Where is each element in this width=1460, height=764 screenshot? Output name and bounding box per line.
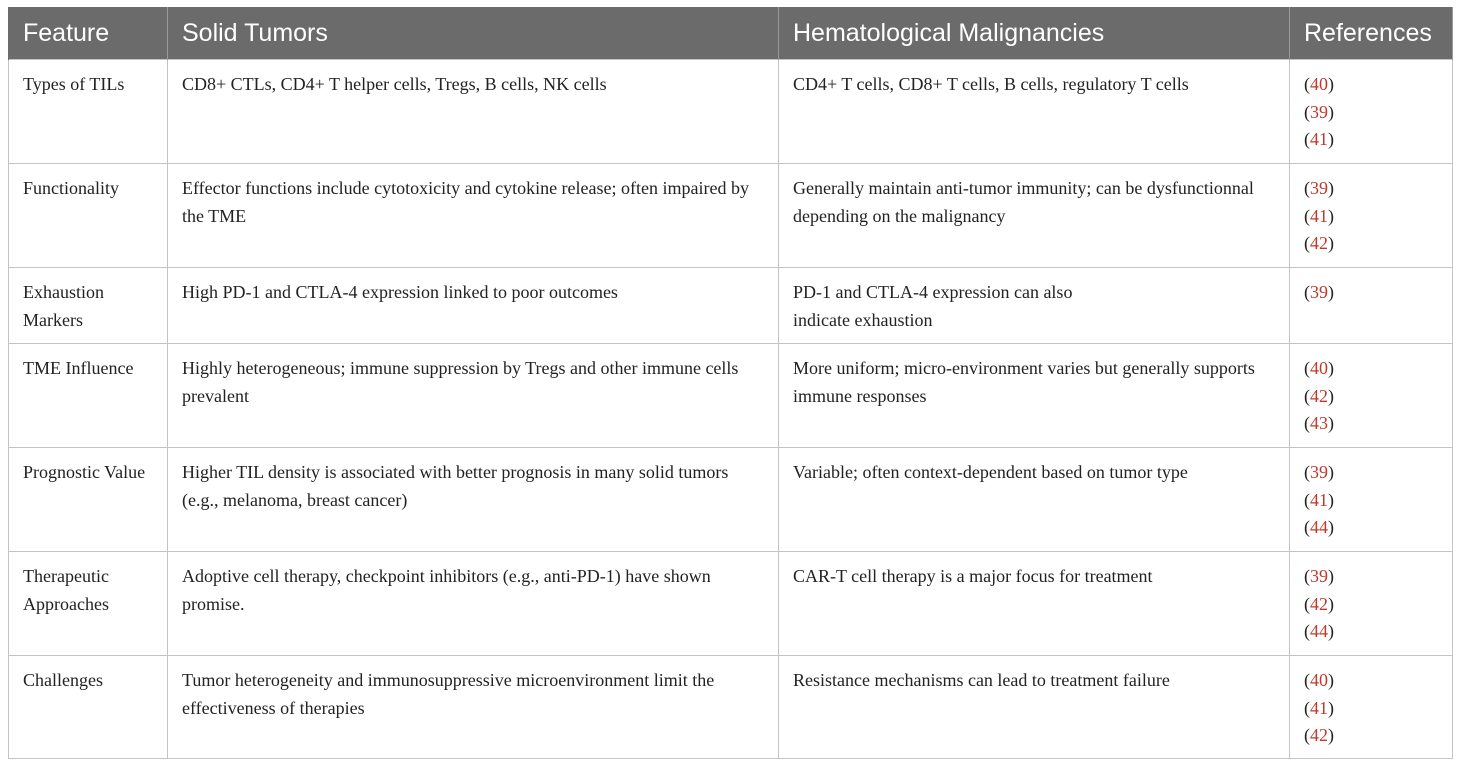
reference-link[interactable]: (40)	[1304, 358, 1334, 378]
solid-tumors-cell: CD8+ CTLs, CD4+ T helper cells, Tregs, B cells, NK cells	[168, 60, 779, 164]
table-header	[9, 7, 1453, 60]
reference-link[interactable]: (39)	[1304, 101, 1334, 122]
reference-link[interactable]: (41)	[1304, 489, 1334, 510]
table-row	[9, 552, 1453, 656]
hematological-cell: CAR-T cell therapy is a major focus for treatment	[779, 552, 1290, 656]
hematological-cell: More uniform; micro-environment varies but generally supports immune responses	[779, 344, 1290, 448]
reference-link[interactable]: (44)	[1304, 517, 1334, 537]
table-row	[9, 344, 1453, 448]
reference-link[interactable]: (44)	[1304, 621, 1334, 641]
table-row	[9, 60, 1453, 164]
references-cell	[1290, 164, 1453, 268]
feature-cell: TME Influence	[9, 344, 168, 448]
table-row	[9, 164, 1453, 268]
comparison-table-container	[8, 7, 1452, 759]
references-cell	[1290, 656, 1453, 759]
table-row	[9, 656, 1453, 759]
reference-link[interactable]: (42)	[1304, 385, 1334, 406]
header-hematological-malignancies: Hematological Malignancies	[779, 7, 1290, 60]
reference-link[interactable]: (42)	[1304, 725, 1334, 745]
references-cell	[1290, 344, 1453, 448]
reference-link[interactable]: (42)	[1304, 233, 1334, 253]
hematological-cell: CD4+ T cells, CD8+ T cells, B cells, regulatory T cells	[779, 60, 1290, 164]
reference-link[interactable]: (39)	[1304, 566, 1334, 586]
reference-link[interactable]: (43)	[1304, 413, 1334, 433]
solid-tumors-cell: Adoptive cell therapy, checkpoint inhibitors (e.g., anti-PD-1) have shown promise.	[168, 552, 779, 656]
references-cell	[1290, 60, 1453, 164]
references-cell	[1290, 552, 1453, 656]
solid-tumors-cell: Higher TIL density is associated with better prognosis in many solid tumors (e.g., melanoma, breast cancer)	[168, 448, 779, 552]
solid-tumors-cell: High PD-1 and CTLA-4 expression linked to poor outcomes	[168, 268, 779, 344]
table-row	[9, 448, 1453, 552]
references-cell	[1290, 268, 1453, 344]
feature-cell: Therapeutic Approaches	[9, 552, 168, 656]
reference-link[interactable]: (41)	[1304, 697, 1334, 718]
reference-link[interactable]: (41)	[1304, 129, 1334, 149]
feature-cell: Types of TILs	[9, 60, 168, 164]
reference-link[interactable]: (40)	[1304, 74, 1334, 94]
feature-cell: Functionality	[9, 164, 168, 268]
solid-tumors-cell: Effector functions include cytotoxicity and cytokine release; often impaired by the TME	[168, 164, 779, 268]
comparison-table	[8, 7, 1453, 759]
header-feature: Feature	[9, 7, 168, 60]
hematological-cell: PD-1 and CTLA-4 expression can also indicate exhaustion	[779, 268, 1290, 344]
table-row	[9, 268, 1453, 344]
feature-cell: Exhaustion Markers	[9, 268, 168, 344]
references-cell	[1290, 448, 1453, 552]
reference-link[interactable]: (39)	[1304, 178, 1334, 198]
solid-tumors-cell: Tumor heterogeneity and immunosuppressive microenvironment limit the effectiveness of therapies	[168, 656, 779, 759]
hematological-cell: Variable; often context-dependent based on tumor type	[779, 448, 1290, 552]
solid-tumors-cell: Highly heterogeneous; immune suppression by Tregs and other immune cells prevalent	[168, 344, 779, 448]
header-solid-tumors: Solid Tumors	[168, 7, 779, 60]
reference-link[interactable]: (40)	[1304, 670, 1334, 690]
feature-cell: Prognostic Value	[9, 448, 168, 552]
hematological-cell: Resistance mechanisms can lead to treatment failure	[779, 656, 1290, 759]
header-row	[9, 7, 1453, 60]
feature-cell: Challenges	[9, 656, 168, 759]
table-body	[9, 60, 1453, 759]
hematological-cell: Generally maintain anti-tumor immunity; can be dysfunctionnal depending on the malignancy	[779, 164, 1290, 268]
reference-link[interactable]: (41)	[1304, 205, 1334, 226]
header-references: References	[1290, 7, 1453, 60]
reference-link[interactable]: (39)	[1304, 282, 1334, 302]
reference-link[interactable]: (39)	[1304, 462, 1334, 482]
reference-link[interactable]: (42)	[1304, 593, 1334, 614]
